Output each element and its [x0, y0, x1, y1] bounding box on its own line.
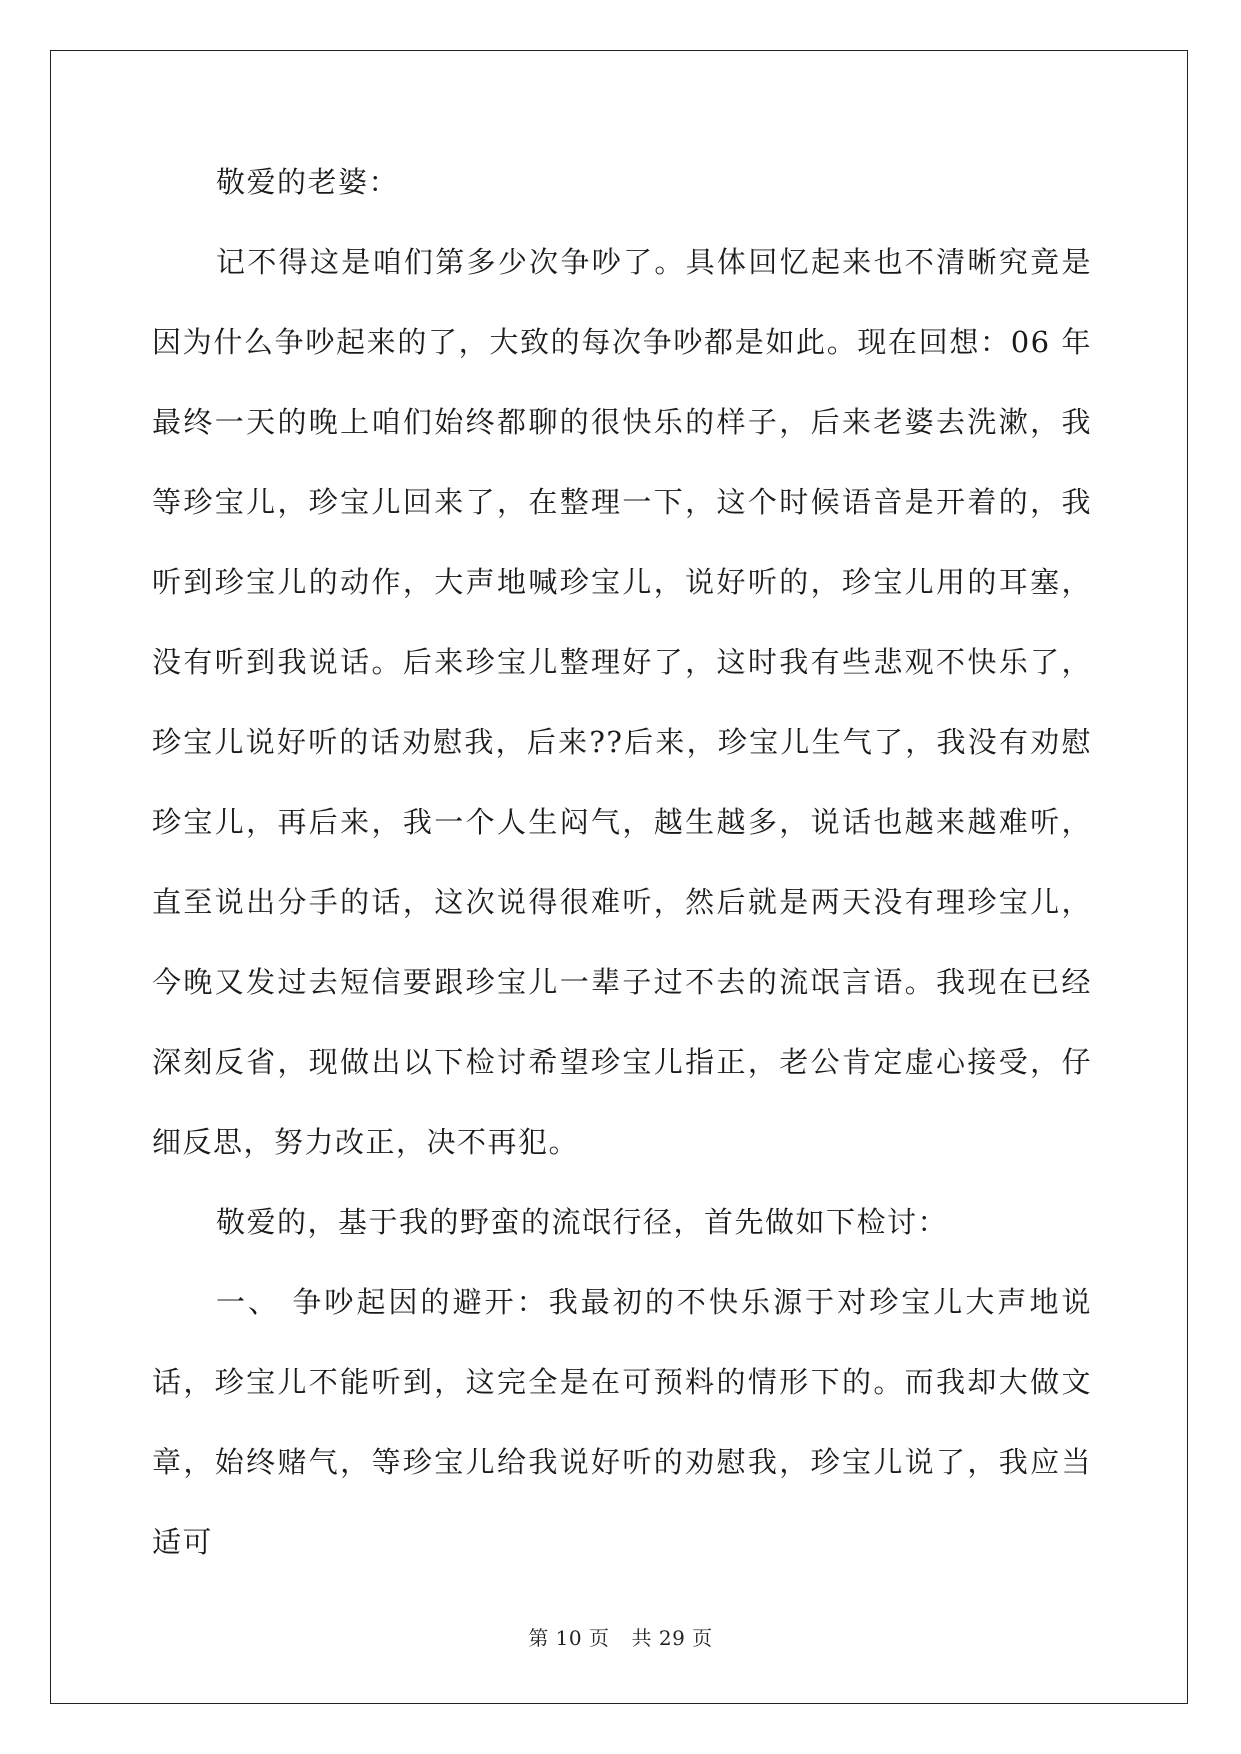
page-footer [0, 1622, 1241, 1651]
body-paragraph: 一、 争吵起因的避开：我最初的不快乐源于对珍宝儿大声地说话，珍宝儿不能听到，这完全是在可预料的情形下的。而我却大做文章，始终赌气，等珍宝儿给我说好听的劝慰我，珍宝儿说了，我应当适可 [152, 1285, 1092, 1559]
document-body [152, 142, 1092, 1582]
page-number: 第 10 页 [528, 1626, 610, 1650]
body-paragraph: 记不得这是咱们第多少次争吵了。具体回忆起来也不清晰究竟是因为什么争吵起来的了，大致的每次争吵都是如此。现在回想：06 年最终一天的晚上咱们始终都聊的很快乐的样子，后来老婆去洗漱，我等珍宝儿，珍宝儿回来了，在整理一下，这个时候语音是开着的，我听到珍宝儿的动作，大声地喊珍宝儿，说好听的，珍宝儿用的耳塞，没有听到我说话。后来珍宝儿整理好了，这时我有些悲观不快乐了，珍宝儿说好听的话劝慰我，后来??后来，珍宝儿生气了，我没有劝慰珍宝儿，再后来，我一个人生闷气，越生越多，说话也越来越难听，直至说出分手的话，这次说得很难听，然后就是两天没有理珍宝儿，今晚又发过去短信要跟珍宝儿一辈子过不去的流氓言语。我现在已经深刻反省，现做出以下检讨希望珍宝儿指正，老公肯定虚心接受，仔细反思，努力改正，决不再犯。 [152, 245, 1092, 1159]
salutation: 敬爱的老婆： [216, 165, 400, 199]
page-total: 共 29 页 [631, 1626, 713, 1650]
body-paragraph: 敬爱的，基于我的野蛮的流氓行径，首先做如下检讨： [216, 1205, 949, 1239]
